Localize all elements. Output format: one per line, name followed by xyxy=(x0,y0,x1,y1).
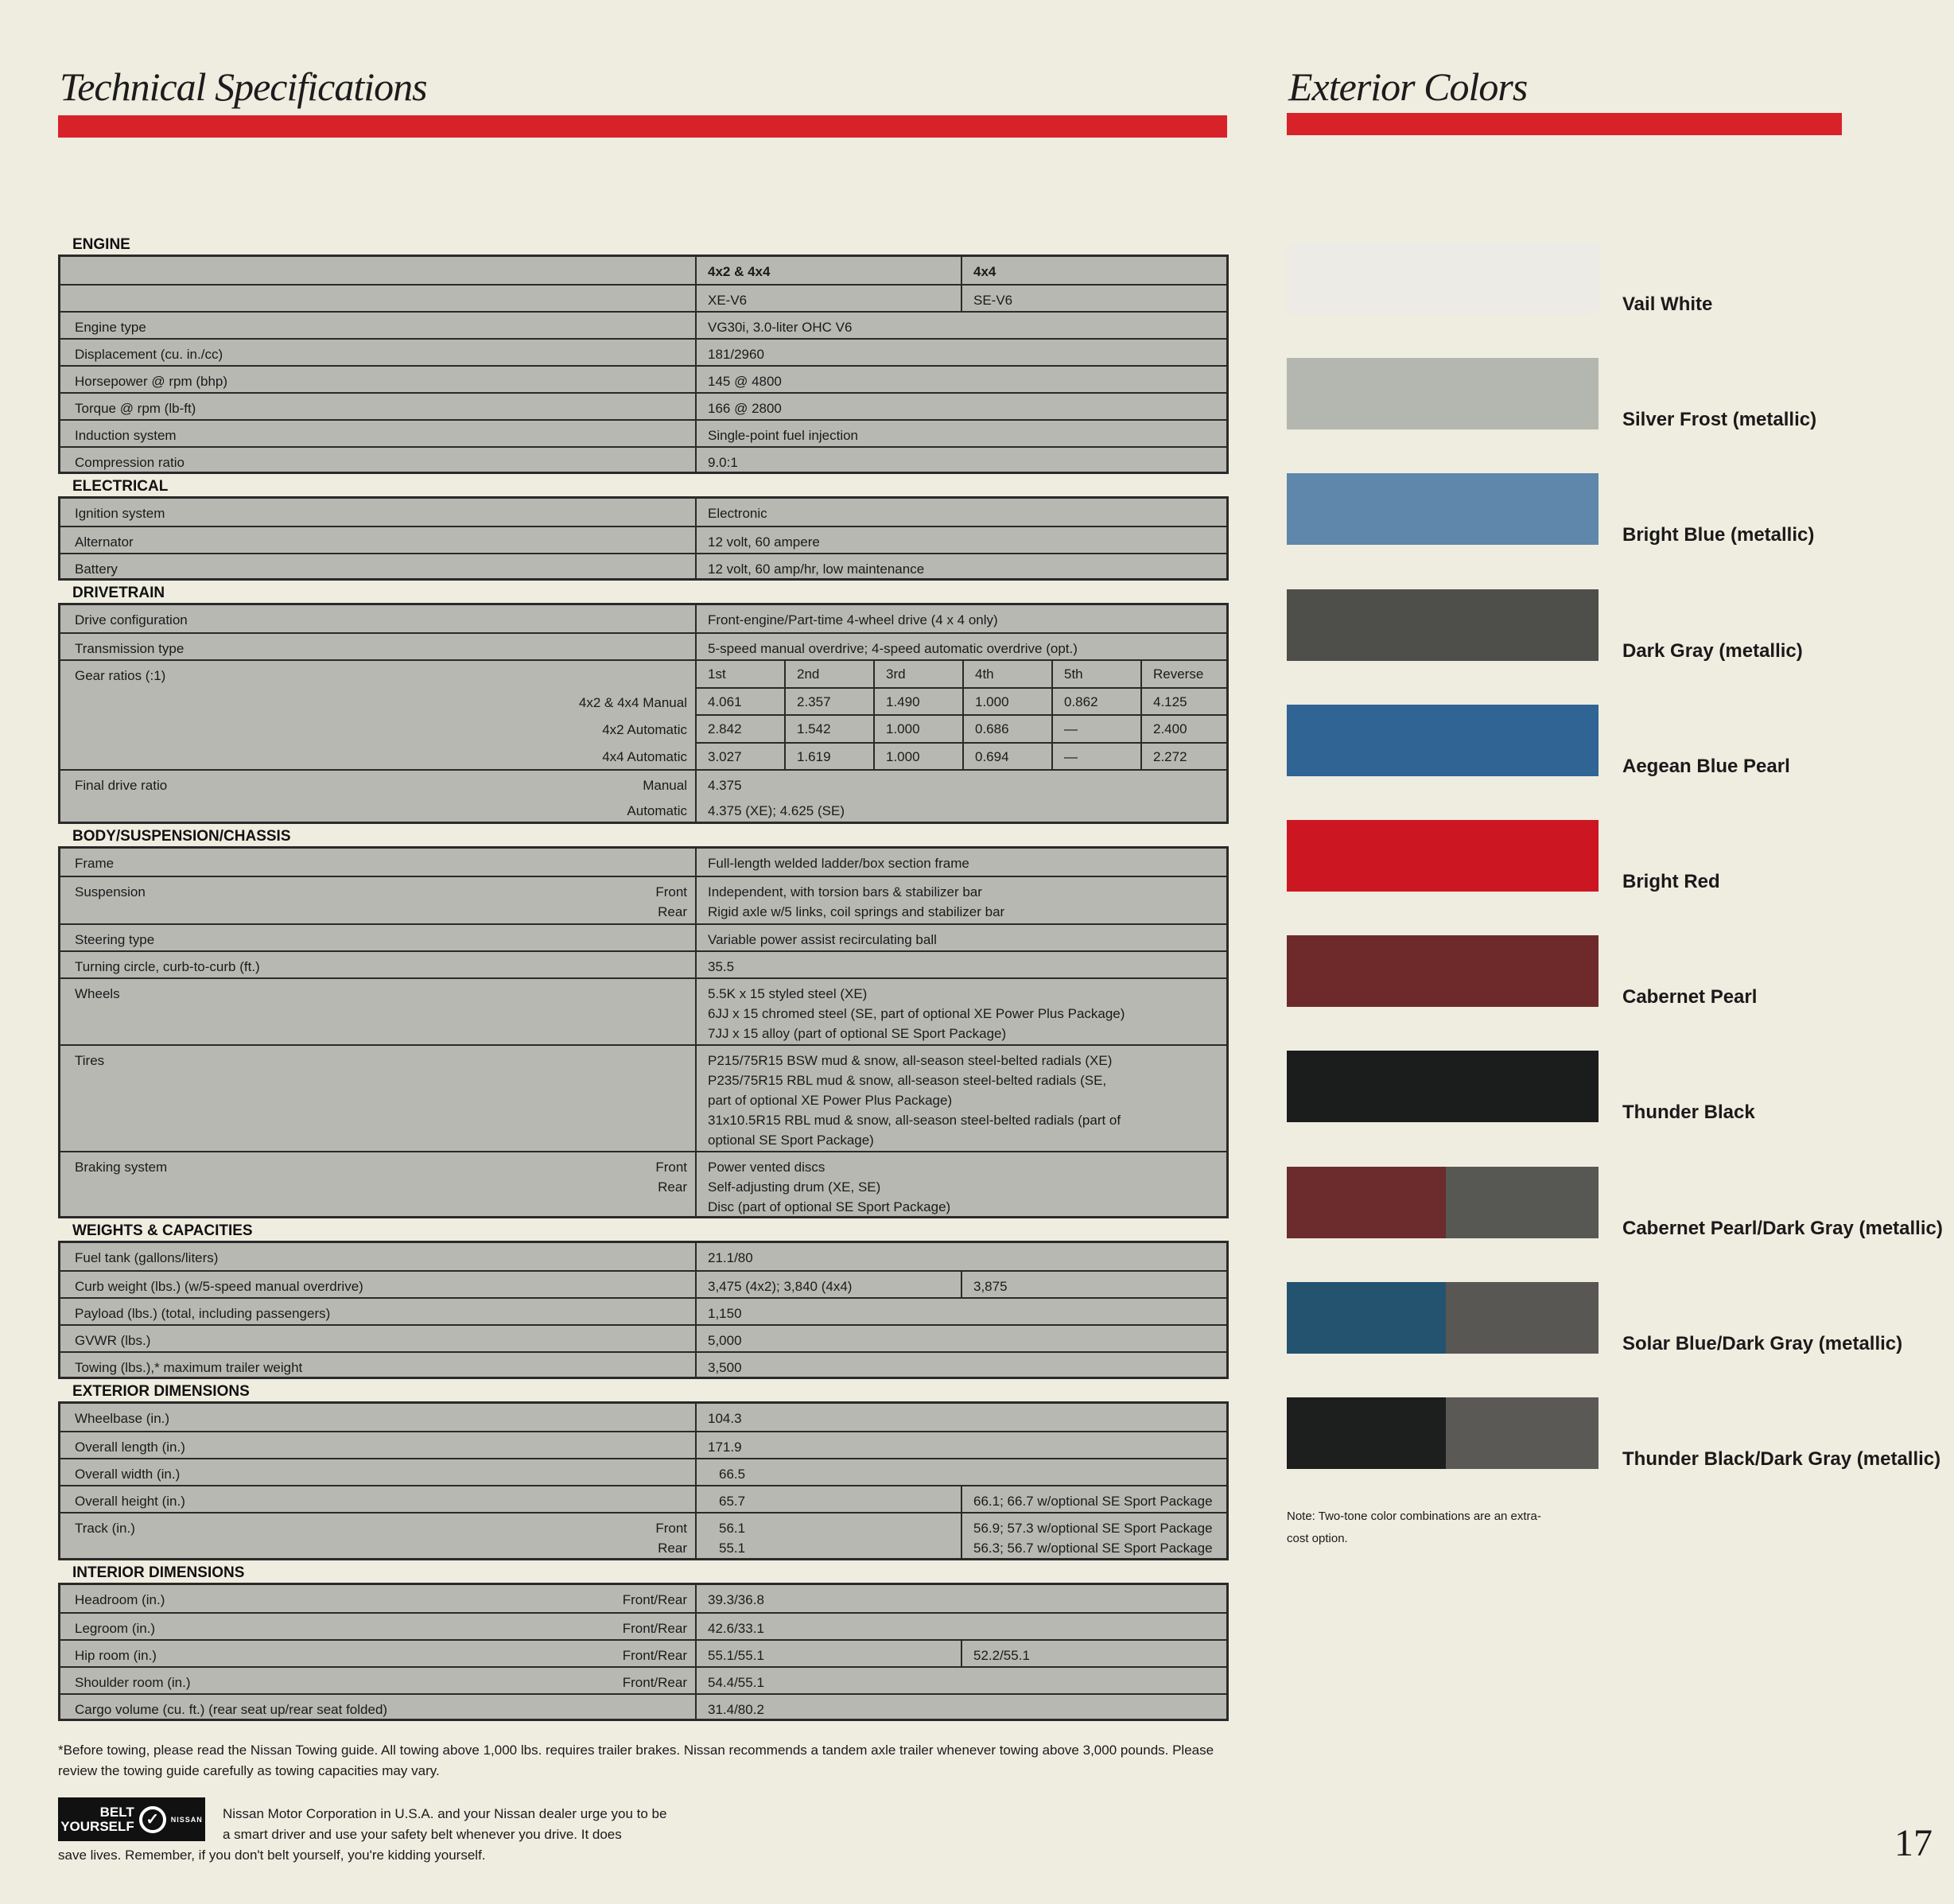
table-row: Battery 12 volt, 60 amp/hr, low maintenance xyxy=(60,553,1226,578)
table-row: Legroom (in.) Front/Rear 42.6/33.1 xyxy=(60,1612,1226,1639)
model-name-1: XE-V6 xyxy=(697,286,962,311)
section-title-drivetrain: DRIVETRAIN xyxy=(72,585,165,601)
color-name: Thunder Black/Dark Gray (metallic) xyxy=(1622,1448,1941,1470)
table-row: Drive configuration Front-engine/Part-time 4-wheel drive (4 x 4 only) xyxy=(60,605,1226,632)
weights-box xyxy=(58,1241,1229,1379)
table-row: Turning circle, curb-to-curb (ft.) 35.5 xyxy=(60,950,1226,977)
color-swatch xyxy=(1287,1167,1599,1238)
table-row: Track (in.) Front Rear 56.1 55.1 56.9; 57.3 w/optional SE Sport Package 56.3; 56.7 w/optional SE Sport Package xyxy=(60,1512,1226,1558)
table-row: Frame Full-length welded ladder/box section frame xyxy=(60,849,1226,876)
engine-box xyxy=(58,255,1229,474)
two-tone-note: Note: Two-tone color combinations are an extra-cost option. xyxy=(1287,1510,1541,1545)
table-row: Braking system Front Rear Power vented discs Self-adjusting drum (XE, SE) Disc (part of optional SE Sport Package) xyxy=(60,1151,1226,1216)
gear-row: 4.061 2.357 1.490 1.000 0.862 4.125 xyxy=(697,687,1226,715)
color-name: Dark Gray (metallic) xyxy=(1622,640,1803,662)
belt-yourself-logo: BELT YOURSELF ✓ NISSAN xyxy=(58,1797,205,1841)
exterior-box xyxy=(58,1401,1229,1560)
table-row: Wheels 5.5K x 15 styled steel (XE) 6JJ x 15 chromed steel (SE, part of optional XE Power Plus Package) 7JJ x 15 alloy (part of optional SE Sport Package) xyxy=(60,977,1226,1044)
color-name: Bright Red xyxy=(1622,871,1720,892)
model-name-2: SE-V6 xyxy=(973,293,1013,308)
gear-ratios-row: Gear ratios (:1) 4x2 & 4x4 Manual 4x2 Automatic 4x4 Automatic 1st 2nd 3rd 4th 5th Reverse 4.061 2.357 1.490 1.000 0.862 4.125 2.842 1.542 1.000 0.686 — 2.400 3.027 1.619 1.000 0.694 — 2.272 xyxy=(60,659,1226,769)
color-name: Solar Blue/Dark Gray (metallic) xyxy=(1622,1333,1903,1354)
drivetrain-box xyxy=(58,603,1229,824)
color-swatch xyxy=(1287,589,1599,661)
body-box xyxy=(58,846,1229,1218)
table-row xyxy=(60,284,1226,311)
color-swatch xyxy=(1287,473,1599,545)
table-row: Transmission type 5-speed manual overdrive; 4-speed automatic overdrive (opt.) xyxy=(60,632,1226,659)
safety-belt-message: Nissan Motor Corporation in U.S.A. and your Nissan dealer urge you to be a smart driver and use your safety belt whenever you drive. It does xyxy=(223,1806,667,1842)
section-title-weights: WEIGHTS & CAPACITIES xyxy=(72,1222,253,1239)
table-row: Fuel tank (gallons/liters) 21.1/80 xyxy=(60,1243,1226,1270)
color-name: Aegean Blue Pearl xyxy=(1622,756,1790,777)
color-name: Vail White xyxy=(1622,293,1713,315)
table-row: Horsepower @ rpm (bhp) 145 @ 4800 xyxy=(60,365,1226,392)
table-row: Suspension Front Rear Independent, with torsion bars & stabilizer bar Rigid axle w/5 links, coil springs and stabilizer bar xyxy=(60,876,1226,923)
table-row: Overall height (in.) 65.7 66.1; 66.7 w/optional SE Sport Package xyxy=(60,1485,1226,1512)
section-title-electrical: ELECTRICAL xyxy=(72,478,169,495)
table-row: Displacement (cu. in./cc) 181/2960 xyxy=(60,338,1226,365)
spec-table xyxy=(58,232,1229,1721)
table-row: Wheelbase (in.) 104.3 xyxy=(60,1404,1226,1431)
table-row: Ignition system Electronic xyxy=(60,499,1226,526)
exterior-colors-heading: Exterior Colors xyxy=(1288,64,1528,109)
swatch-primary xyxy=(1287,1282,1446,1354)
swatch-primary xyxy=(1287,1167,1446,1238)
color-swatch xyxy=(1287,820,1599,892)
table-row: Curb weight (lbs.) (w/5-speed manual overdrive) 3,475 (4x2); 3,840 (4x4) 3,875 xyxy=(60,1270,1226,1297)
model-head-2: 4x4 xyxy=(973,264,996,279)
final-drive-row: Final drive ratio Manual Automatic 4.375 4.375 (XE); 4.625 (SE) xyxy=(60,769,1226,822)
gear-header: 1st 2nd 3rd 4th 5th Reverse xyxy=(697,661,1226,687)
color-swatch xyxy=(1287,935,1599,1007)
color-name: Bright Blue (metallic) xyxy=(1622,524,1815,546)
table-row: Shoulder room (in.) Front/Rear 54.4/55.1 xyxy=(60,1666,1226,1693)
gear-ratio-grid xyxy=(697,661,1226,769)
interior-box xyxy=(58,1583,1229,1721)
section-title-body: BODY/SUSPENSION/CHASSIS xyxy=(72,828,291,845)
seatbelt-icon: ✓ xyxy=(139,1806,166,1833)
gear-row: 2.842 1.542 1.000 0.686 — 2.400 xyxy=(697,714,1226,742)
table-row: Tires P215/75R15 BSW mud & snow, all-season steel-belted radials (XE) P235/75R15 RBL mud & snow, all-season steel-belted radials (SE, part of optional XE Power Plus Package) 31x10.5R15 RBL mud & snow, all-season steel-belted radials (part of optional SE Sport Package) xyxy=(60,1044,1226,1151)
table-row: Steering type Variable power assist recirculating ball xyxy=(60,923,1226,950)
table-row: Overall length (in.) 171.9 xyxy=(60,1431,1226,1458)
color-name: Silver Frost (metallic) xyxy=(1622,409,1817,430)
color-swatch xyxy=(1287,705,1599,776)
table-row: Overall width (in.) 66.5 xyxy=(60,1458,1226,1485)
red-rule-left xyxy=(58,115,1227,138)
color-name: Cabernet Pearl xyxy=(1622,986,1758,1008)
color-swatch xyxy=(1287,1397,1599,1469)
color-swatch xyxy=(1287,1051,1599,1122)
table-row: Torque @ rpm (lb-ft) 166 @ 2800 xyxy=(60,392,1226,419)
swatch-primary xyxy=(1287,1397,1446,1469)
gear-row: 3.027 1.619 1.000 0.694 — 2.272 xyxy=(697,742,1226,770)
red-rule-right xyxy=(1287,113,1842,135)
electrical-box xyxy=(58,496,1229,581)
page-number: 17 xyxy=(1894,1822,1933,1864)
model-head-1: 4x2 & 4x4 xyxy=(697,257,962,284)
table-row: Cargo volume (cu. ft.) (rear seat up/rear seat folded) 31.4/80.2 xyxy=(60,1693,1226,1719)
table-row: Hip room (in.) Front/Rear 55.1/55.1 52.2/55.1 xyxy=(60,1639,1226,1666)
safety-belt-message-end: save lives. Remember, if you don't belt yourself, you're kidding yourself. xyxy=(58,1848,486,1863)
color-swatch xyxy=(1287,1282,1599,1354)
table-row: GVWR (lbs.) 5,000 xyxy=(60,1324,1226,1351)
color-name: Cabernet Pearl/Dark Gray (metallic) xyxy=(1622,1218,1943,1239)
section-title-interior: INTERIOR DIMENSIONS xyxy=(72,1564,245,1581)
table-row xyxy=(60,257,1226,284)
color-swatch xyxy=(1287,358,1599,429)
table-row: Headroom (in.) Front/Rear 39.3/36.8 xyxy=(60,1585,1226,1612)
color-name: Thunder Black xyxy=(1622,1102,1755,1123)
swatch-secondary xyxy=(1446,1282,1599,1354)
section-title-exterior: EXTERIOR DIMENSIONS xyxy=(72,1383,250,1400)
table-row: Engine type VG30i, 3.0-liter OHC V6 xyxy=(60,311,1226,338)
table-row: Compression ratio 9.0:1 xyxy=(60,446,1226,472)
technical-specifications-heading: Technical Specifications xyxy=(60,64,427,109)
table-row: Towing (lbs.),* maximum trailer weight 3,500 xyxy=(60,1351,1226,1377)
color-swatch xyxy=(1287,243,1599,314)
section-title-engine: ENGINE xyxy=(72,236,130,253)
swatch-secondary xyxy=(1446,1397,1599,1469)
table-row: Payload (lbs.) (total, including passengers) 1,150 xyxy=(60,1297,1226,1324)
swatch-secondary xyxy=(1446,1167,1599,1238)
table-row: Induction system Single-point fuel injection xyxy=(60,419,1226,446)
table-row: Alternator 12 volt, 60 ampere xyxy=(60,526,1226,553)
towing-footnote: *Before towing, please read the Nissan Towing guide. All towing above 1,000 lbs. requires trailer brakes. Nissan recommends a tandem axle trailer whenever towing above 3,000 pounds. Please review the towing guide carefully as towing capacities may vary. xyxy=(58,1743,1214,1778)
